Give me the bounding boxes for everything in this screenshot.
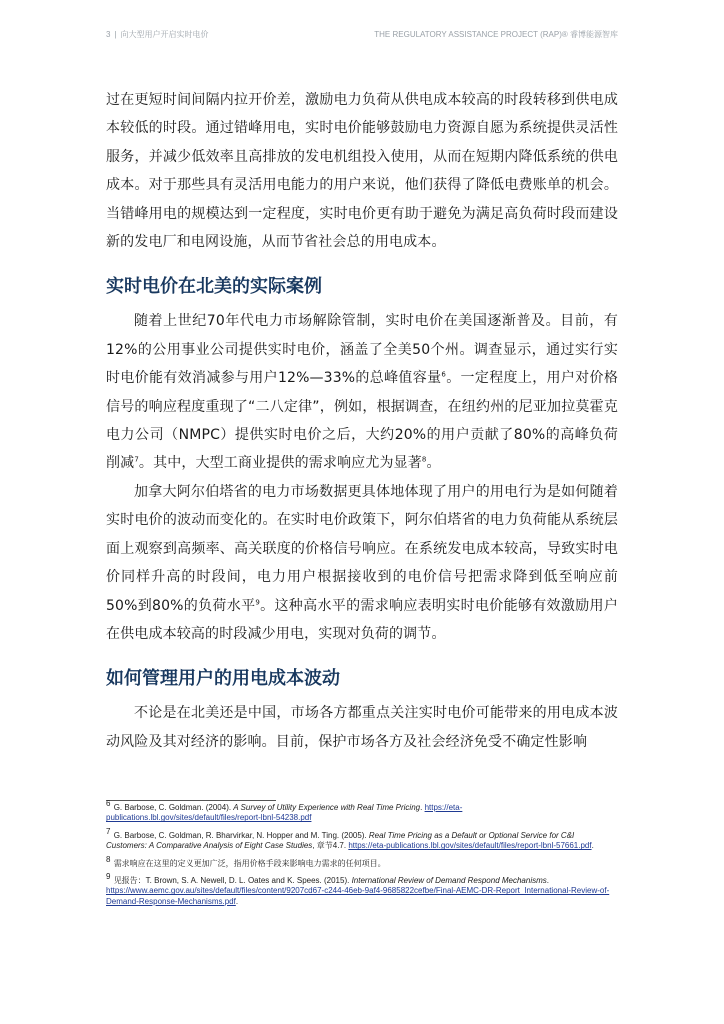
footnote-ref-7[interactable]: 7 [134,455,139,464]
footnote-ref-8[interactable]: 8 [421,455,427,464]
page-number: 3 [106,30,111,39]
header-separator: | [114,30,117,39]
footnote-link[interactable]: https://eta-publications.lbl.gov/sites/default/files/report-lbnl-57661.pdf [348,841,592,851]
paragraph-volatility: 不论是在北美还是中国，市场各方都重点关注实时电价可能带来的用电成本波动风险及其对经济的影响。目前，保护市场各方及社会经济免受不确定性影响 [106,705,618,750]
footnote-ref-6[interactable]: 6 [441,370,447,379]
footnote-text: . [591,841,594,851]
footnote-text: . [546,876,550,886]
section-heading-cost-volatility: 如何管理用户的用电成本波动 [106,668,340,690]
text-segment: 。其中，大型工商业提供的需求响应尤为显著 [138,455,422,472]
paragraph-alberta [106,478,618,648]
footnote-ref-9[interactable]: 9 [255,597,260,606]
footnote-text: G. Barbose, C. Goldman, R. Bharvirkar, N. Hopper and M. Ting. (2005). [113,830,369,840]
organization-name: THE REGULATORY ASSISTANCE PROJECT (RAP)® [374,30,568,39]
footnote-title: International Review of Demand Respond Mechanisms [351,876,547,886]
footnote-text: 见报告：T. Brown, S. A. Newell, D. L. Oates and K. Spees. (2015). [113,876,352,886]
header-left [106,29,209,40]
footnote-divider [106,800,276,801]
footnote-7 [106,827,616,852]
footnote-text: , 章节4.7. [312,841,349,851]
page-header [106,29,618,41]
footnote-9 [106,872,616,907]
document-title: 向大型用户开启实时电价 [120,30,209,39]
text-segment: 。一定程度上，用户对价格信号的响应程度重现了“二八定律”，例如，根据调查，在纽约州的尼亚加拉莫霍克电力公司（NMPC）提供实时电价之后，大约20%的用户贡献了80%的高峰负荷削减 [106,370,618,472]
footnote-title: A Survey of Utility Experience with Real Time Pricing [233,803,421,812]
main-content [106,86,618,756]
footnote-8 [106,854,616,869]
footnote-number: 9 [106,872,111,882]
footnote-6 [106,799,616,824]
text-segment: 。这种高水平的需求响应表明实时电价能够有效激励用户在供电成本较高的时段减少用电，实现对负荷的调节。 [106,597,618,642]
footnote-number: 7 [106,827,111,837]
footnote-text: 需求响应在这里的定义更加广泛，指用价格手段来影响电力需求的任何项目。 [113,858,386,868]
footnote-link[interactable]: https://www.aemc.gov.au/sites/default/files/content/9207cd67-c244-46eb-9af4-9685822cefbe/Final-AEMC-DR-Report_International-Review-of-Demand-Response-Mechanisms.pdf [106,886,610,906]
section-heading-north-america: 实时电价在北美的实际案例 [106,276,322,298]
footnote-number: 6 [106,799,111,809]
paragraph-us-cases [106,307,618,477]
footnote-link[interactable]: https://eta-publications.lbl.gov/sites/default/files/report-lbnl-54238.pdf [106,803,463,823]
text-segment: 。 [426,455,441,472]
footnote-title: Real Time Pricing as a Default or Optional Service for C&I Customers: A Comparative Analysis of Eight Case Studies [106,830,575,851]
footnote-number: 8 [106,854,111,864]
header-right [374,29,618,40]
paragraph-intro: 过在更短时间间隔内拉开价差，激励电力负荷从供电成本较高的时段转移到供电成本较低的时段。通过错峰用电，实时电价能够鼓励电力资源自愿为系统提供灵活性服务，并减少低效率且高排放的发电机组投入使用，从而在短期内降低系统的供电成本。对于那些具有灵活用电能力的用户来说，他们获得了降低电费账单的机会。当错峰用电的规模达到一定程度，实时电价更有助于避免为满足高负荷时段而建设新的发电厂和电网设施，从而节省社会总的用电成本。 [106,92,618,251]
text-segment: 随着上世纪70年代电力市场解除管制，实时电价在美国逐渐普及。目前，有12%的公用事业公司提供实时电价，涵盖了全美50个州。调查显示，通过实行实时电价能有效消减参与用户12%—33%的总峰值容量 [106,313,618,387]
footnote-text: . [235,896,239,906]
text-segment: 加拿大阿尔伯塔省的电力市场数据更具体地体现了用户的用电行为是如何随着实时电价的波动而变化的。在实时电价政策下，阿尔伯塔省的电力负荷能从系统层面上观察到高频率、高关联度的价格信号响应。在系统发电成本较高，导致实时电价同样升高的时段间，电力用户根据接收到的电价信号把需求降到低至响应前50%到80%的负荷水平 [106,483,618,614]
organization-name-cn: 睿博能源智库 [570,30,618,39]
footnote-text: . [420,803,425,812]
footnote-text: G. Barbose, C. Goldman. (2004). [113,803,234,812]
footnotes [106,799,616,914]
